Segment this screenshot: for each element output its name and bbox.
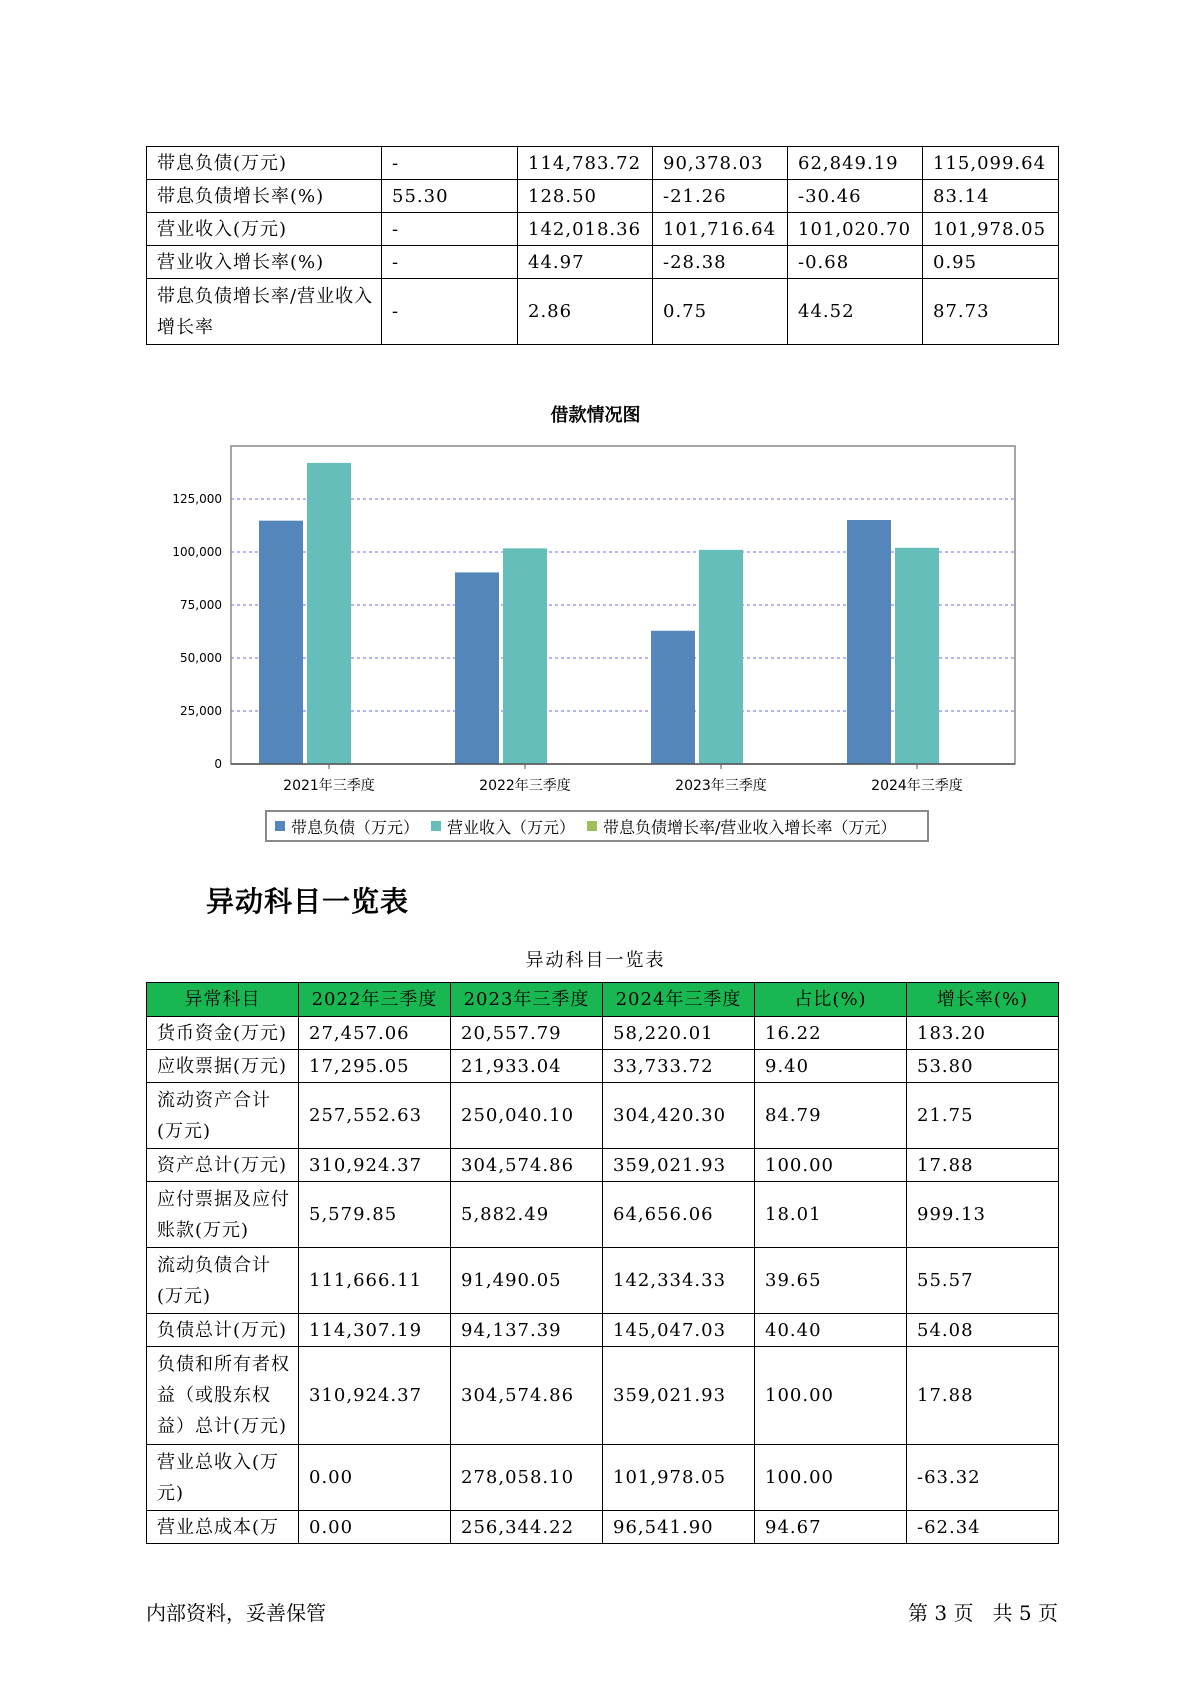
legend-item	[587, 815, 896, 838]
anomaly-items-table	[146, 982, 1059, 1544]
cell: -28.38	[653, 246, 788, 279]
table-row	[147, 180, 1059, 213]
cell: 310,924.37	[299, 1149, 451, 1182]
row-label: 流动资产合计(万元)	[147, 1083, 299, 1149]
cell: 21,933.04	[451, 1050, 603, 1083]
row-label: 营业收入增长率(%)	[147, 246, 382, 279]
cell: 999.13	[907, 1182, 1059, 1248]
x-tick-label: 2024年三季度	[871, 778, 963, 794]
cell: 0.75	[653, 279, 788, 345]
table-row	[147, 1182, 1059, 1248]
cell: -21.26	[653, 180, 788, 213]
cell: 33,733.72	[603, 1050, 755, 1083]
cell: 142,334.33	[603, 1248, 755, 1314]
cell: 310,924.37	[299, 1347, 451, 1445]
table-caption: 异动科目一览表	[525, 950, 666, 971]
cell: 40.40	[755, 1314, 907, 1347]
cell: 5,579.85	[299, 1182, 451, 1248]
bar	[847, 520, 891, 764]
legend-label: 带息负债（万元）	[291, 817, 420, 837]
legend-item	[431, 815, 575, 838]
cell: 256,344.22	[451, 1511, 603, 1544]
cell: 115,099.64	[923, 147, 1059, 180]
table-row	[147, 147, 1059, 180]
row-label: 应收票据(万元)	[147, 1050, 299, 1083]
cell: 18.01	[755, 1182, 907, 1248]
bar	[259, 521, 303, 764]
chart-legend	[265, 810, 929, 842]
borrowing-bar-chart	[0, 430, 1191, 810]
cell: 53.80	[907, 1050, 1059, 1083]
bar	[651, 631, 695, 764]
table-header-row	[147, 983, 1059, 1017]
cell: 20,557.79	[451, 1017, 603, 1050]
cell: 2.86	[518, 279, 653, 345]
table-row	[147, 1511, 1059, 1544]
row-label: 货币资金(万元)	[147, 1017, 299, 1050]
cell: 94,137.39	[451, 1314, 603, 1347]
row-label: 营业收入(万元)	[147, 213, 382, 246]
cell: 54.08	[907, 1314, 1059, 1347]
cell: 84.79	[755, 1083, 907, 1149]
cell: 17.88	[907, 1149, 1059, 1182]
cell: 128.50	[518, 180, 653, 213]
cell: 0.95	[923, 246, 1059, 279]
table-row	[147, 1083, 1059, 1149]
cell: 114,307.19	[299, 1314, 451, 1347]
row-label: 带息负债增长率(%)	[147, 180, 382, 213]
bar	[455, 572, 499, 764]
table-row	[147, 1314, 1059, 1347]
cell: 100.00	[755, 1445, 907, 1511]
cell: 0.00	[299, 1445, 451, 1511]
bar	[699, 550, 743, 764]
y-tick-label: 50,000	[180, 651, 222, 665]
chart-title: 借款情况图	[550, 405, 641, 426]
cell: -	[382, 279, 518, 345]
cell: 111,666.11	[299, 1248, 451, 1314]
y-tick-label: 0	[214, 757, 222, 771]
cell: 101,716.64	[653, 213, 788, 246]
cell: -	[382, 246, 518, 279]
cell: 9.40	[755, 1050, 907, 1083]
cell: -62.34	[907, 1511, 1059, 1544]
row-label: 营业总收入(万元)	[147, 1445, 299, 1511]
table-row	[147, 1445, 1059, 1511]
cell: 55.57	[907, 1248, 1059, 1314]
column-header: 2023年三季度	[451, 983, 603, 1017]
x-tick-label: 2021年三季度	[283, 778, 375, 794]
legend-swatch	[275, 821, 285, 831]
row-label: 流动负债合计(万元)	[147, 1248, 299, 1314]
legend-label: 营业收入（万元）	[447, 817, 576, 837]
cell: 304,420.30	[603, 1083, 755, 1149]
bar	[503, 548, 547, 764]
cell: 16.22	[755, 1017, 907, 1050]
cell: -	[382, 147, 518, 180]
footer-confidential-note: 内部资料，妥善保管	[146, 1601, 326, 1625]
y-tick-label: 75,000	[180, 598, 222, 612]
cell: 94.67	[755, 1511, 907, 1544]
table-row	[147, 246, 1059, 279]
cell: 44.52	[788, 279, 923, 345]
row-label: 应付票据及应付账款(万元)	[147, 1182, 299, 1248]
y-tick-label: 125,000	[172, 492, 222, 506]
cell: 64,656.06	[603, 1182, 755, 1248]
cell: 101,978.05	[923, 213, 1059, 246]
cell: 145,047.03	[603, 1314, 755, 1347]
table-row	[147, 1248, 1059, 1314]
cell: 257,552.63	[299, 1083, 451, 1149]
column-header: 增长率(%)	[907, 983, 1059, 1017]
table-row	[147, 1149, 1059, 1182]
cell: 100.00	[755, 1149, 907, 1182]
cell: 0.00	[299, 1511, 451, 1544]
footer-page-number: 第 3 页 共 5 页	[908, 1601, 1058, 1625]
legend-label: 带息负债增长率/营业收入增长率（万元）	[603, 817, 897, 837]
cell: 100.00	[755, 1347, 907, 1445]
cell: 55.30	[382, 180, 518, 213]
cell: 44.97	[518, 246, 653, 279]
table-row	[147, 1347, 1059, 1445]
chart-bars	[259, 463, 987, 764]
cell: 91,490.05	[451, 1248, 603, 1314]
legend-swatch	[587, 821, 597, 831]
column-header: 2024年三季度	[603, 983, 755, 1017]
cell: 359,021.93	[603, 1347, 755, 1445]
table-row	[147, 279, 1059, 345]
cell: -30.46	[788, 180, 923, 213]
cell: 62,849.19	[788, 147, 923, 180]
cell: 114,783.72	[518, 147, 653, 180]
cell: -	[382, 213, 518, 246]
cell: 5,882.49	[451, 1182, 603, 1248]
x-tick-label: 2023年三季度	[675, 778, 767, 794]
column-header: 异常科目	[147, 983, 299, 1017]
cell: 27,457.06	[299, 1017, 451, 1050]
section-heading: 异动科目一览表	[206, 885, 410, 918]
y-tick-label: 25,000	[180, 704, 222, 718]
column-header: 占比(%)	[755, 983, 907, 1017]
row-label: 营业总成本(万	[147, 1511, 299, 1544]
y-tick-label: 100,000	[172, 545, 222, 559]
cell: 17,295.05	[299, 1050, 451, 1083]
table-row	[147, 1017, 1059, 1050]
cell: 304,574.86	[451, 1347, 603, 1445]
row-label: 带息负债(万元)	[147, 147, 382, 180]
row-label: 带息负债增长率/营业收入增长率	[147, 279, 382, 345]
cell: 101,020.70	[788, 213, 923, 246]
x-tick-label: 2022年三季度	[479, 778, 571, 794]
cell: 359,021.93	[603, 1149, 755, 1182]
cell: 304,574.86	[451, 1149, 603, 1182]
cell: 90,378.03	[653, 147, 788, 180]
bar	[307, 463, 351, 764]
legend-swatch	[431, 821, 441, 831]
cell: -0.68	[788, 246, 923, 279]
row-label: 负债总计(万元)	[147, 1314, 299, 1347]
column-header: 2022年三季度	[299, 983, 451, 1017]
legend-item	[275, 815, 419, 838]
cell: 17.88	[907, 1347, 1059, 1445]
row-label: 资产总计(万元)	[147, 1149, 299, 1182]
cell: 101,978.05	[603, 1445, 755, 1511]
cell: -63.32	[907, 1445, 1059, 1511]
row-label: 负债和所有者权益（或股东权益）总计(万元)	[147, 1347, 299, 1445]
bar	[895, 548, 939, 764]
cell: 39.65	[755, 1248, 907, 1314]
cell: 183.20	[907, 1017, 1059, 1050]
cell: 21.75	[907, 1083, 1059, 1149]
cell: 96,541.90	[603, 1511, 755, 1544]
cell: 58,220.01	[603, 1017, 755, 1050]
cell: 83.14	[923, 180, 1059, 213]
cell: 250,040.10	[451, 1083, 603, 1149]
cell: 142,018.36	[518, 213, 653, 246]
cell: 278,058.10	[451, 1445, 603, 1511]
table-row	[147, 1050, 1059, 1083]
borrowing-indicator-table	[146, 146, 1059, 345]
table-row	[147, 213, 1059, 246]
cell: 87.73	[923, 279, 1059, 345]
